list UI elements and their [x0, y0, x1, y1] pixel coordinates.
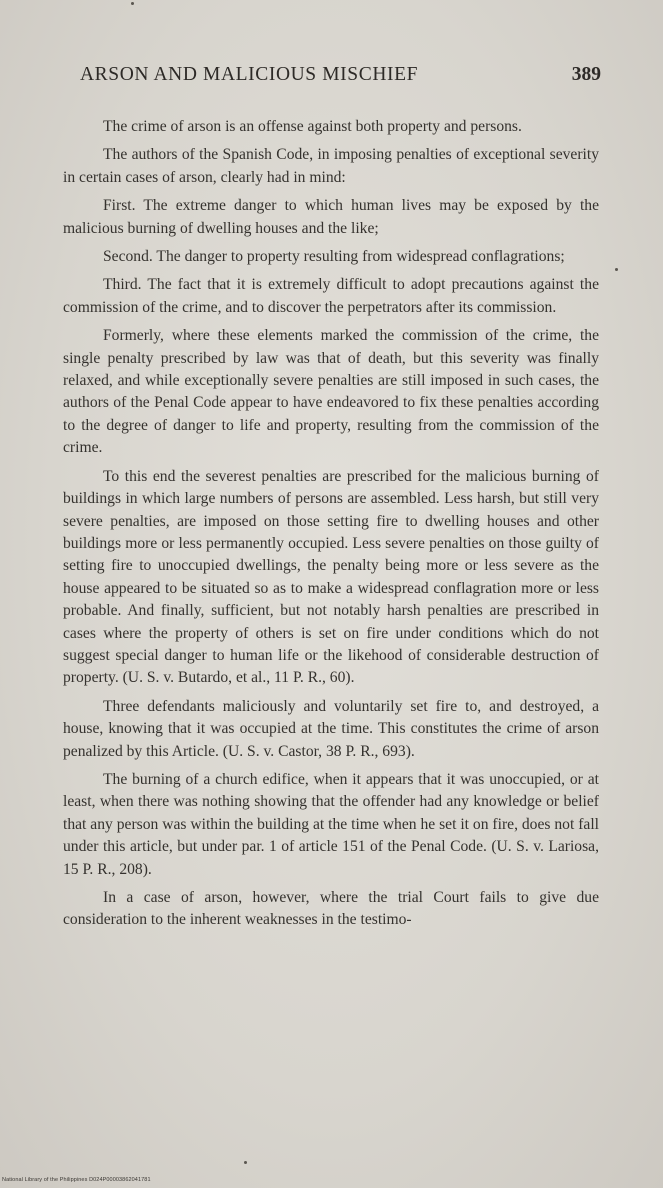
paragraph: Second. The danger to property resulting from widespread conflagrations; [103, 248, 565, 266]
page-header [80, 64, 601, 94]
page-number: 389 [571, 64, 601, 85]
paragraph: The authors of the Spanish Code, in imposing penalties of exceptional severity in certain cases of arson, clearly had in mind: [63, 146, 599, 186]
paragraph: Formerly, where these elements marked the commission of the crime, the single penalty prescribed by law was that of death, but this severity was finally relaxed, and while exceptionally severe penalties are still imposed in such cases, the authors of the Penal Code appear to have endeavored to fix these penalties according to the degree of danger to life and property, resulting from the commission of the crime. [63, 327, 599, 457]
body-text [63, 116, 599, 938]
scan-speck [615, 268, 618, 271]
paragraph: In a case of arson, however, where the trial Court fails to give due consideration to the inherent weaknesses in the testimo- [63, 889, 599, 929]
paragraph: First. The extreme danger to which human lives may be exposed by the malicious burning of dwelling houses and the like; [63, 197, 599, 237]
paragraph: The burning of a church edifice, when it appears that it was unoccupied, or at least, when there was nothing showing that the offender had any knowledge or belief that any person was within the building at the time when he set it on fire, does not fall under this article, but under par. 1 of article 151 of the Penal Code. (U. S. v. Lariosa, 15 P. R., 208). [63, 770, 599, 878]
paragraph: Three defendants maliciously and voluntarily set fire to, and destroyed, a house, knowing that it was occupied at the time. This constitutes the crime of arson penalized by this Article. (U. S. v. Castor, 38 P. R., 693). [63, 697, 599, 760]
digitization-credit: National Library of the Philippines D024P00003862041781 [2, 1177, 151, 1183]
paragraph: The crime of arson is an offense against both property and persons. [103, 118, 522, 135]
scan-speck [244, 1161, 247, 1164]
paragraph: To this end the severest penalties are prescribed for the malicious burning of buildings in which large numbers of persons are assembled. Less harsh, but still very severe penalties, are imposed on those setting fire to dwelling houses and other buildings more or less permanently occupied. Less severe penalties on those guilty of setting fire to unoccupied dwellings, the penalty being more or less severe as the house appeared to be situated so as to make a widespread conflagration more or less probable. And finally, sufficient, but not notably harsh penalties are prescribed in cases where the property of others is set on fire under conditions which do not suggest special danger to human life or the likehood of considerable destruction of property. (U. S. v. Butardo, et al., 11 P. R., 60). [63, 467, 599, 687]
running-title: ARSON AND MALICIOUS MISCHIEF [80, 64, 419, 85]
paragraph: Third. The fact that it is extremely difficult to adopt precautions against the commission of the crime, and to discover the perpetrators after its commission. [63, 276, 599, 316]
scan-speck [131, 2, 134, 5]
